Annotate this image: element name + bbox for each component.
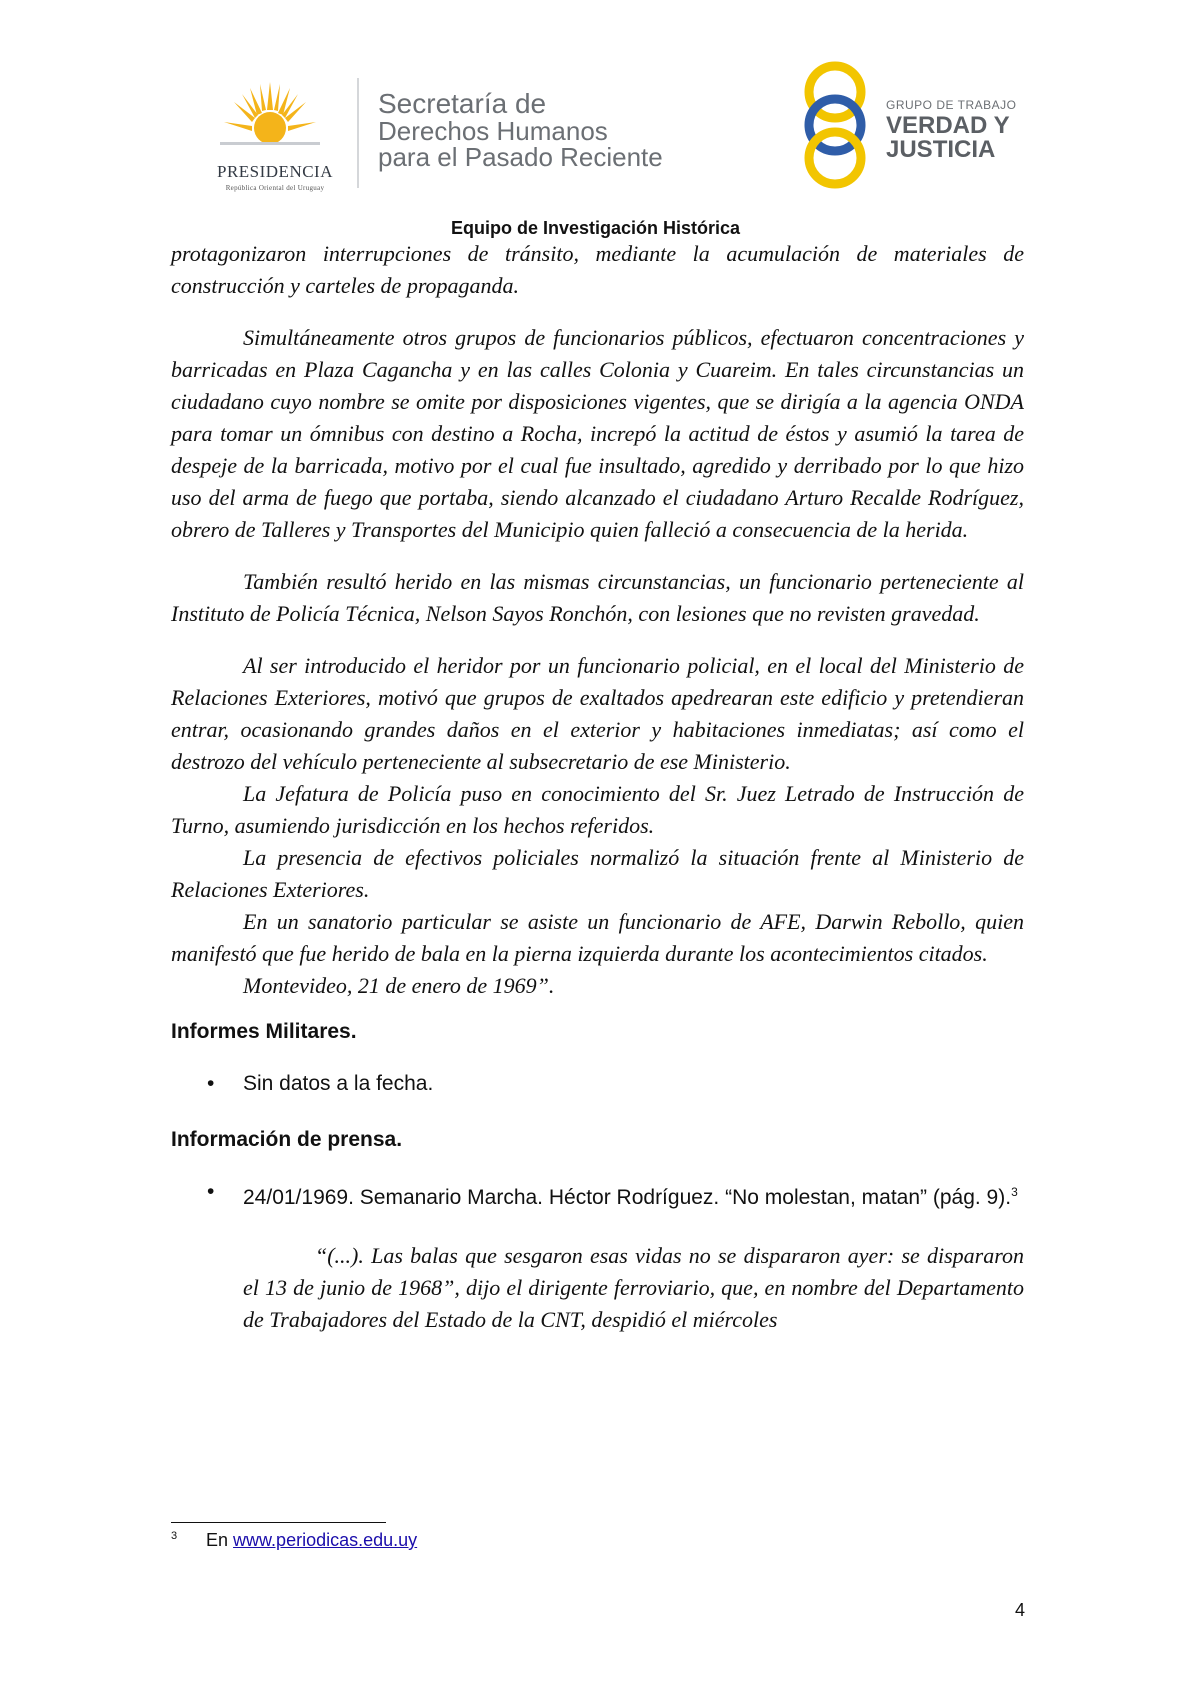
paragraph-7: En un sanatorio particular se asiste un funcionario de AFE, Darwin Rebollo, quien manifestó que fue herido de bala en la pierna izquierda durante los acontecimientos citados. [171, 909, 1024, 966]
bullet-icon: • [207, 1072, 215, 1095]
interlocked-rings-icon [800, 60, 870, 190]
paragraph-2: Simultáneamente otros grupos de funcionarios públicos, efectuaron concentraciones y barricadas en Plaza Cagancha y en las calles Colonia y Cuareim. En tales circunstancias un ciudadano cuyo nombre se omite por disposiciones vigentes, que se dirigía a la agencia ONDA para tomar un ómnibus con destino a Rocha, increpó la actitud de éstos y asumió la tarea de despeje de la barricada, motivo por el cual fue insultado, agredido y derribado por lo que hizo uso del arma de fuego que portaba, siendo alcanzado el ciudadano Arturo Recalde Rodríguez, obrero de Talleres y Transportes del Municipio quien falleció a consecuencia de la herida. [171, 325, 1024, 542]
paragraph-4: Al ser introducido el heridor por un funcionario policial, en el local del Ministerio de Relaciones Exteriores, motivó que grupos de exaltados apedrearan este edificio y pretendieran entrar, ocasionando grandes daños en el exterior y habitaciones inmediatas; así como el destrozo del vehículo perteneciente al subsecretario de ese Ministerio. [171, 653, 1024, 774]
bullet-militares [171, 1068, 1024, 1100]
bullet-militares-text: Sin datos a la fecha. [243, 1072, 434, 1095]
footnote-prefix: En [206, 1530, 229, 1550]
footnote [171, 1530, 417, 1551]
footnote-reference[interactable]: 3 [1011, 1185, 1018, 1199]
section-heading-prensa: Información de prensa. [171, 1128, 403, 1151]
bullet-prensa [171, 1176, 1024, 1214]
header-secretaria [190, 60, 730, 190]
footnote-rule [171, 1522, 386, 1523]
presidencia-text: PRESIDENCIA [216, 162, 333, 181]
press-quote [171, 1240, 1024, 1336]
presidencia-logo [190, 80, 360, 190]
presidencia-subtext: República Oriental del Uruguay [225, 184, 325, 192]
secretaria-line-1: Secretaría de [378, 88, 547, 119]
paragraph-8: Montevideo, 21 de enero de 1969”. [243, 973, 555, 998]
grupo-line-3: JUSTICIA [886, 136, 996, 163]
page-number: 4 [1015, 1600, 1026, 1620]
grupo-line-1: GRUPO DE TRABAJO [886, 98, 1017, 112]
document-body [171, 238, 1024, 1336]
header-grupo-trabajo [800, 60, 1030, 190]
paragraph-6: La presencia de efectivos policiales normalizó la situación frente al Ministerio de Relaciones Exteriores. [171, 845, 1024, 902]
header-divider [357, 78, 359, 188]
sun-emblem-icon [220, 80, 320, 150]
grupo-line-2: VERDAD Y [886, 112, 1010, 139]
paragraph-5: La Jefatura de Policía puso en conocimiento del Sr. Juez Letrado de Instrucción de Turno, asumiendo jurisdicción en los hechos referidos. [171, 781, 1024, 838]
bullet-prensa-text: 24/01/1969. Semanario Marcha. Héctor Rodríguez. “No molestan, matan” (pág. 9). [243, 1186, 1012, 1209]
footnote-number: 3 [171, 1530, 178, 1542]
bullet-icon: • [207, 1180, 215, 1203]
paragraph-1: protagonizaron interrupciones de tránsito, mediante la acumulación de materiales de construcción y carteles de propaganda. [171, 241, 1024, 298]
quote-text: “(...). Las balas que sesgaron esas vidas no se dispararon ayer: se dispararon el 13 de junio de 1968”, dijo el dirigente ferroviario, que, en nombre del Departamento de Trabajadores del Estado de la CNT, despidió el miércoles [243, 1243, 1024, 1332]
paragraph-3: También resultó herido en las mismas circunstancias, un funcionario perteneciente al Instituto de Policía Técnica, Nelson Sayos Ronchón, con lesiones que no revisten gravedad. [171, 569, 1024, 626]
team-title: Equipo de Investigación Histórica [450, 218, 741, 238]
section-heading-militares: Informes Militares. [171, 1020, 357, 1043]
footnote-link[interactable]: www.periodicas.edu.uy [233, 1530, 418, 1550]
secretaria-line-3: para el Pasado Reciente [378, 142, 663, 172]
secretaria-line-2: Derechos Humanos [378, 116, 608, 146]
